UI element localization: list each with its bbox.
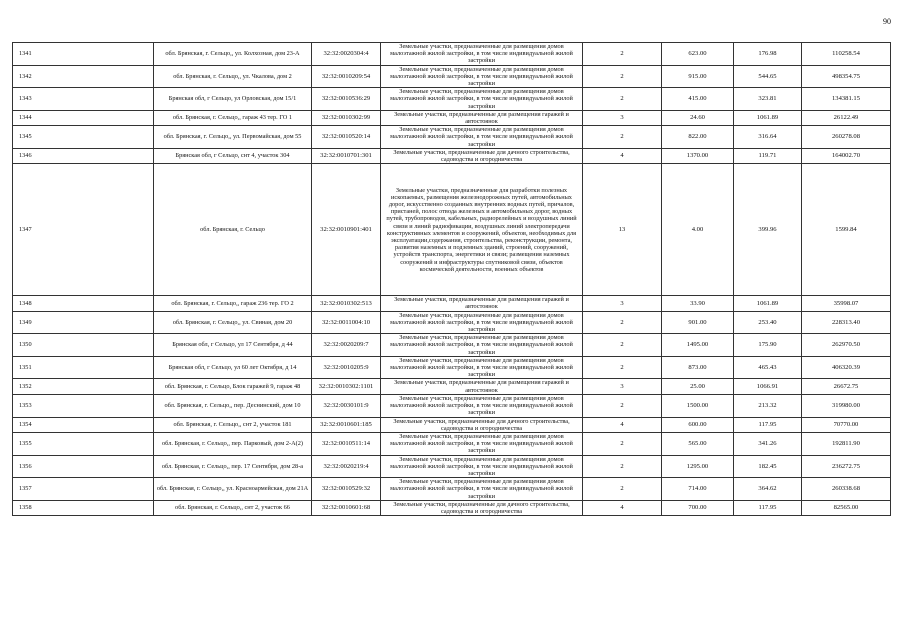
cell-area: 24.60 xyxy=(662,110,734,125)
table-row xyxy=(13,110,891,125)
cell-group: 2 xyxy=(583,311,662,334)
table-row xyxy=(13,356,891,379)
cell-land-use: Земельные участки, предназначенные для размещения домов малоэтажной жилой застройки, в том числе индивидуальной жилой застройки xyxy=(381,432,583,455)
cell-specific-value: 117.95 xyxy=(734,500,802,515)
cell-cadastral-number: 32:32:0020304:4 xyxy=(312,43,381,66)
table-row xyxy=(13,164,891,296)
cell-cadastral-value: 498354.75 xyxy=(802,65,891,88)
cell-address: обл. Брянская, г. Сельцо, Блок гаражей 9, гараж 48 xyxy=(154,379,312,394)
cell-specific-value: 182.45 xyxy=(734,455,802,478)
cell-group: 2 xyxy=(583,65,662,88)
cell-cadastral-number: 32:32:0010209:54 xyxy=(312,65,381,88)
cell-cadastral-number: 32:32:0010601:185 xyxy=(312,417,381,432)
cell-cadastral-number: 32:32:0010302:513 xyxy=(312,296,381,311)
cell-number: 1346 xyxy=(13,148,154,163)
cell-specific-value: 1061.89 xyxy=(734,296,802,311)
cell-land-use: Земельные участки, предназначенные для дачного строительства, садоводства и огородничества xyxy=(381,500,583,515)
cell-area: 901.00 xyxy=(662,311,734,334)
cell-group: 13 xyxy=(583,164,662,296)
cell-address: обл. Брянская, г. Сельцо,, снт 2, участок 66 xyxy=(154,500,312,515)
table-row xyxy=(13,394,891,417)
cell-cadastral-value: 406320.39 xyxy=(802,356,891,379)
cell-address: Брянская обл, г Сельцо, ул 17 Сентября, д 44 xyxy=(154,334,312,357)
cell-land-use: Земельные участки, предназначенные для размещения домов малоэтажной жилой застройки, в том числе индивидуальной жилой застройки xyxy=(381,356,583,379)
cell-cadastral-value: 110258.54 xyxy=(802,43,891,66)
cell-cadastral-number: 32:32:0020209:7 xyxy=(312,334,381,357)
cell-number: 1353 xyxy=(13,394,154,417)
cell-address: обл. Брянская, г. Сельцо,, пер. 17 Сентября, дом 28-а xyxy=(154,455,312,478)
table-row xyxy=(13,126,891,149)
cell-address: обл. Брянская, г. Сельцо,, ул. Чкалова, дом 2 xyxy=(154,65,312,88)
cell-number: 1347 xyxy=(13,164,154,296)
cell-number: 1352 xyxy=(13,379,154,394)
cell-group: 2 xyxy=(583,88,662,111)
cell-cadastral-number: 32:32:0010536:29 xyxy=(312,88,381,111)
cell-address: обл. Брянская, г. Сельцо,, гараж 43 тер. ГО 1 xyxy=(154,110,312,125)
cell-land-use: Земельные участки, предназначенные для размещения домов малоэтажной жилой застройки, в том числе индивидуальной жилой застройки xyxy=(381,43,583,66)
table-row xyxy=(13,379,891,394)
cell-specific-value: 175.90 xyxy=(734,334,802,357)
cell-cadastral-number: 32:32:0010529:32 xyxy=(312,478,381,501)
cell-group: 2 xyxy=(583,334,662,357)
cell-address: обл. Брянская, г. Сельцо,, гараж 236 тер. ГО 2 xyxy=(154,296,312,311)
cell-cadastral-number: 32:32:0010302:99 xyxy=(312,110,381,125)
cell-cadastral-number: 32:32:0010205:9 xyxy=(312,356,381,379)
cell-address: обл. Брянская, г. Сельцо,, ул. Первомайская, дом 55 xyxy=(154,126,312,149)
cell-cadastral-number: 32:32:0030101:9 xyxy=(312,394,381,417)
cell-specific-value: 213.32 xyxy=(734,394,802,417)
cell-cadastral-value: 26672.75 xyxy=(802,379,891,394)
cell-number: 1345 xyxy=(13,126,154,149)
cell-specific-value: 341.26 xyxy=(734,432,802,455)
cell-group: 4 xyxy=(583,148,662,163)
cell-cadastral-value: 319980.00 xyxy=(802,394,891,417)
page-number: 90 xyxy=(883,17,891,26)
table-body xyxy=(13,43,891,516)
cell-cadastral-number: 32:32:0020219:4 xyxy=(312,455,381,478)
cell-address: обл. Брянская, г. Сельцо,, пер. Парковый, дом 2-А(2) xyxy=(154,432,312,455)
cell-number: 1342 xyxy=(13,65,154,88)
cell-cadastral-number: 32:32:0010302:1101 xyxy=(312,379,381,394)
cell-land-use: Земельные участки, предназначенные для размещения домов малоэтажной жилой застройки, в том числе индивидуальной жилой застройки xyxy=(381,478,583,501)
cell-number: 1354 xyxy=(13,417,154,432)
cell-specific-value: 253.40 xyxy=(734,311,802,334)
cell-land-use: Земельные участки, предназначенные для размещения домов малоэтажной жилой застройки, в том числе индивидуальной жилой застройки xyxy=(381,65,583,88)
cell-address: Брянская обл, г Сельцо, ул 60 лет Октября, д 14 xyxy=(154,356,312,379)
cell-specific-value: 1066.91 xyxy=(734,379,802,394)
cell-cadastral-value: 70770.00 xyxy=(802,417,891,432)
cell-land-use: Земельные участки, предназначенные для размещения домов малоэтажной жилой застройки, в том числе индивидуальной жилой застройки xyxy=(381,455,583,478)
cell-land-use: Земельные участки, предназначенные для размещения гаражей и автостоянок xyxy=(381,110,583,125)
cell-land-use: Земельные участки, предназначенные для дачного строительства, садоводства и огородничества xyxy=(381,417,583,432)
cell-area: 623.00 xyxy=(662,43,734,66)
cell-area: 1495.00 xyxy=(662,334,734,357)
cell-address: Брянская обл, г Сельцо, ул Орловская, дом 15/1 xyxy=(154,88,312,111)
cell-cadastral-value: 134381.15 xyxy=(802,88,891,111)
cell-area: 915.00 xyxy=(662,65,734,88)
cell-cadastral-value: 228313.40 xyxy=(802,311,891,334)
table-row xyxy=(13,88,891,111)
table-row xyxy=(13,148,891,163)
cell-number: 1343 xyxy=(13,88,154,111)
cell-group: 2 xyxy=(583,455,662,478)
cell-cadastral-number: 32:32:0010511:14 xyxy=(312,432,381,455)
cell-group: 2 xyxy=(583,478,662,501)
cell-area: 565.00 xyxy=(662,432,734,455)
cell-cadastral-value: 164002.70 xyxy=(802,148,891,163)
table-row xyxy=(13,478,891,501)
cell-address: обл. Брянская, г. Сельцо,, пер. Деснинский, дом 10 xyxy=(154,394,312,417)
cell-number: 1357 xyxy=(13,478,154,501)
cell-land-use: Земельные участки, предназначенные для размещения домов малоэтажной жилой застройки, в том числе индивидуальной жилой застройки xyxy=(381,311,583,334)
cell-address: обл. Брянская, г. Сельцо,, ул. Красноармейская, дом 21А xyxy=(154,478,312,501)
table-row xyxy=(13,455,891,478)
cell-cadastral-value: 236272.75 xyxy=(802,455,891,478)
cell-area: 714.00 xyxy=(662,478,734,501)
cell-group: 3 xyxy=(583,379,662,394)
cell-area: 873.00 xyxy=(662,356,734,379)
cell-cadastral-value: 260338.68 xyxy=(802,478,891,501)
table-row xyxy=(13,43,891,66)
cell-group: 4 xyxy=(583,500,662,515)
cell-group: 3 xyxy=(583,296,662,311)
cell-specific-value: 176.98 xyxy=(734,43,802,66)
cadastral-table xyxy=(12,42,891,516)
cell-cadastral-value: 35998.07 xyxy=(802,296,891,311)
cell-address: обл. Брянская, г. Сельцо xyxy=(154,164,312,296)
cell-number: 1351 xyxy=(13,356,154,379)
cell-cadastral-value: 260278.08 xyxy=(802,126,891,149)
cell-cadastral-number: 32:32:0011004:10 xyxy=(312,311,381,334)
cell-specific-value: 117.95 xyxy=(734,417,802,432)
table-row xyxy=(13,432,891,455)
cell-area: 600.00 xyxy=(662,417,734,432)
cell-cadastral-value: 82565.00 xyxy=(802,500,891,515)
cell-area: 415.00 xyxy=(662,88,734,111)
cell-land-use: Земельные участки, предназначенные для размещения гаражей и автостоянок xyxy=(381,379,583,394)
cell-group: 2 xyxy=(583,356,662,379)
cell-land-use: Земельные участки, предназначенные для размещения домов малоэтажной жилой застройки, в том числе индивидуальной жилой застройки xyxy=(381,394,583,417)
cell-area: 1500.00 xyxy=(662,394,734,417)
table-row xyxy=(13,500,891,515)
cell-group: 2 xyxy=(583,432,662,455)
cell-area: 33.90 xyxy=(662,296,734,311)
cell-number: 1341 xyxy=(13,43,154,66)
cell-number: 1348 xyxy=(13,296,154,311)
cell-specific-value: 1061.89 xyxy=(734,110,802,125)
cell-cadastral-number: 32:32:0010520:14 xyxy=(312,126,381,149)
cell-cadastral-value: 262970.50 xyxy=(802,334,891,357)
cell-address: обл. Брянская, г. Сельцо,, снт 2, участок 181 xyxy=(154,417,312,432)
table-row xyxy=(13,65,891,88)
cell-number: 1350 xyxy=(13,334,154,357)
cell-specific-value: 119.71 xyxy=(734,148,802,163)
cell-cadastral-value: 1599.84 xyxy=(802,164,891,296)
cell-specific-value: 544.65 xyxy=(734,65,802,88)
cell-group: 3 xyxy=(583,110,662,125)
cell-land-use: Земельные участки, предназначенные для размещения домов малоэтажной жилой застройки, в том числе индивидуальной жилой застройки xyxy=(381,126,583,149)
cell-area: 4.00 xyxy=(662,164,734,296)
cell-address: Брянская обл, г Сельцо, снт 4, участок 304 xyxy=(154,148,312,163)
cell-group: 4 xyxy=(583,417,662,432)
cell-land-use: Земельные участки, предназначенные для дачного строительства, садоводства и огородничества xyxy=(381,148,583,163)
cell-land-use: Земельные участки, предназначенные для размещения гаражей и автостоянок xyxy=(381,296,583,311)
cell-cadastral-number: 32:32:0010701:301 xyxy=(312,148,381,163)
cell-area: 822.00 xyxy=(662,126,734,149)
cell-number: 1349 xyxy=(13,311,154,334)
cell-address: обл. Брянская, г. Сельцо,, ул. Свиная, дом 20 xyxy=(154,311,312,334)
cell-number: 1355 xyxy=(13,432,154,455)
cell-specific-value: 465.43 xyxy=(734,356,802,379)
table-row xyxy=(13,334,891,357)
cell-number: 1344 xyxy=(13,110,154,125)
cell-specific-value: 316.64 xyxy=(734,126,802,149)
cell-address: обл. Брянская, г. Сельцо,, ул. Колхозная, дом 23-А xyxy=(154,43,312,66)
table-row xyxy=(13,296,891,311)
cell-group: 2 xyxy=(583,394,662,417)
cell-number: 1358 xyxy=(13,500,154,515)
cell-specific-value: 323.81 xyxy=(734,88,802,111)
cell-cadastral-number: 32:32:0010601:68 xyxy=(312,500,381,515)
cell-area: 1370.00 xyxy=(662,148,734,163)
cell-land-use: Земельные участки, предназначенные для размещения домов малоэтажной жилой застройки, в том числе индивидуальной жилой застройки xyxy=(381,334,583,357)
cell-land-use: Земельные участки, предназначенные для размещения домов малоэтажной жилой застройки, в том числе индивидуальной жилой застройки xyxy=(381,88,583,111)
cell-cadastral-number: 32:32:0010901:401 xyxy=(312,164,381,296)
cell-area: 700.00 xyxy=(662,500,734,515)
cell-specific-value: 399.96 xyxy=(734,164,802,296)
cell-group: 2 xyxy=(583,126,662,149)
cell-land-use: Земельные участки, предназначенные для разработки полезных ископаемых, размещения железнодорожных путей, автомобильных дорог, искусственно созданных внутренних водных путей, причалов, пристаней, полос отвода железных и автомобильных дорог, водных путей, трубопроводов, кабельных, радиорелейных и воздушных линий связи и линий радиофикации, воздушных линий электропередачи конструктивных элементов и сооружений, объектов, необходимых для эксплуатации,содержания, строительства, реконструкции, ремонта, развития наземных и подземных зданий, строений, сооружений, устройств транспорта, энергетики и связи; размещения наземных сооружений и инфраструктуры спутниковой связи, объектов космической деятельности, военных объектов xyxy=(381,164,583,296)
cell-area: 25.00 xyxy=(662,379,734,394)
cell-group: 2 xyxy=(583,43,662,66)
cell-cadastral-value: 26122.49 xyxy=(802,110,891,125)
cell-number: 1356 xyxy=(13,455,154,478)
cell-area: 1295.00 xyxy=(662,455,734,478)
cell-specific-value: 364.62 xyxy=(734,478,802,501)
table-row xyxy=(13,311,891,334)
table-row xyxy=(13,417,891,432)
cell-cadastral-value: 192811.90 xyxy=(802,432,891,455)
